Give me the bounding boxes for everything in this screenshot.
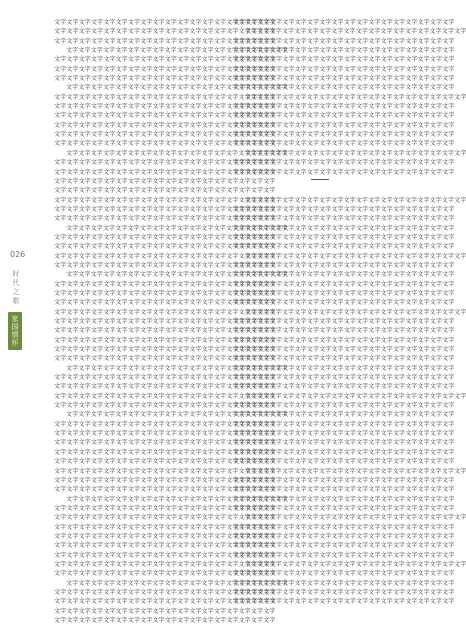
text-line: 文字文字文字文字文字文字文字文字文字文字文字文字文字文字文字文字文字文字 xyxy=(54,56,276,64)
text-line: 文字文字文字文字文字文字文字文字文字文字文字文字文字文字文字文字文字文字 xyxy=(233,439,455,447)
text-line: 文字文字文字文字文字文字文字文字文字文字文字文字文字文字文字文字文字文字 xyxy=(54,318,276,325)
text-line: 文字文字文字文字文字文字文字文字文字文字文字文字文字文字文字文字文字文字 xyxy=(54,346,276,354)
text-line: 文字文字文字文字文字文字文字文字文字文字文字文字文字文字文字文字文字文字 xyxy=(54,617,276,624)
text-line: 文字文字文字文字文字文字文字文字文字文字文字文字文字文字文字文字文字文字 xyxy=(233,327,455,335)
text-line: 文字文字文字文字文字文字文字文字文字文字文字文字文字文字文字文字文字文字 xyxy=(233,159,455,167)
text-line: 文字文字文字文字文字文字文字文字文字文字文字文字文字文字文字文字文字文字 xyxy=(233,261,455,269)
left-column xyxy=(54,18,288,625)
text-line: 文字文字文字文字文字文字文字文字文字文字文字文字文字文字文字文字文字文字 xyxy=(233,140,455,148)
text-line: 文字文字文字文字文字文字文字文字文字文字文字文字文字文字文字文字文字文字 xyxy=(233,84,455,92)
text-line: 文字文字文字文字文字文字文字文字文字文字文字文字文字文字文字文字文字文字 xyxy=(233,458,455,466)
text-line: 文字文字文字文字文字文字文字文字文字文字文字文字文字文字文字文字文字文字 xyxy=(233,243,455,251)
text-line: 文字文字文字文字文字文字文字文字文字文字文字文字文字文字文字文字文字文字 xyxy=(54,140,276,148)
text-line: 文字文字文字文字文字文字文字文字文字文字文字文字文字文字文字文字文字文字 xyxy=(245,28,466,36)
section-badge-text: 家国情怀 xyxy=(11,315,19,347)
text-line: 文字文字文字文字文字文字文字文字文字文字文字文字文字文字文字文字文字文字 xyxy=(233,37,455,45)
text-line: 文字文字文字文字文字文字文字文字文字文字文字文字文字文字文字文字文字文字 xyxy=(233,364,455,372)
text-line: 文字文字文字文字文字文字文字文字文字文字文字文字文字文字文字文字文字文字 xyxy=(54,327,276,335)
text-line: 文字文字文字文字文字文字文字文字文字文字文字文字文字文字文字文字文字文字 xyxy=(245,93,466,101)
text-line: 文字文字文字文字文字文字文字文字文字文字文字文字文字文字文字文字文字文字 xyxy=(245,196,466,204)
text-line: 文字文字文字文字文字文字文字文字文字文字文字文字文字文字文字文字文字文字 xyxy=(233,318,455,325)
text-line: 文字文字文字文字文字文字文字文字文字文字文字文字文字文字文字文字文字文字 xyxy=(54,159,276,167)
text-line: 文字文字文字文字文字文字文字文字文字文字文字文字文字文字文字文字文字文字 xyxy=(66,411,288,419)
text-line: 文字文字文字文字文字文字文字文字文字文字文字文字文字文字文字文字文字文字 xyxy=(54,458,276,466)
text-line: 文字文字文字文字文字文字文字文字文字文字文字文字文字文字文字文字文字文字 xyxy=(54,374,276,382)
section-label-vertical: 时代之歌 xyxy=(12,270,20,306)
text-line: 文字文字文字文字文字文字文字文字文字文字文字文字文字文字文字文字文字文字 xyxy=(66,579,288,587)
text-line: 文字文字文字文字文字文字文字文字文字文字文字文字文字文字文字文字文字文字 xyxy=(233,486,455,494)
text-line: 文字文字文字文字文字文字文字文字文字文字文字文字文字文字文字文字文字文字 xyxy=(233,131,455,139)
text-line: 文字文字文字文字文字文字文字文字文字文字文字文字文字文字文字文字文字文字 xyxy=(233,355,455,363)
text-line: 文字文字文字文字文字文字文字文字文字文字文字文字文字文字文字文字文字文字 xyxy=(233,570,455,578)
text-line: 文字文字文字文字文字文字文字文字文字文字文字文字文字文字文字文字文字文字 xyxy=(233,121,455,129)
text-line: 文字文字文字文字文字文字文字文字文字文字文字文字文字文字文字文字文字文字 xyxy=(54,19,276,26)
text-line: 文字文字文字文字文字文字文字文字文字文字文字文字文字文字文字文字文字文字 xyxy=(54,598,276,606)
text-line: 文字文字文字文字文字文字文字文字文字文字文字文字文字文字文字文字文字文字 xyxy=(66,149,288,157)
text-line: 文字文字文字文字文字文字文字文字文字文字文字文字文字文字文字文字文字文字 xyxy=(54,308,276,316)
text-line: 文字文字文字文字文字文字文字文字文字文字文字文字文字文字文字文字文字文字 xyxy=(54,103,276,111)
text-line: 文字文字文字文字文字文字文字文字文字文字文字文字文字文字文字文字文字文字 xyxy=(54,588,276,596)
text-line: 文字文字文字文字文字文字文字文字文字文字文字文字文字文字文字文字文字文字 xyxy=(54,560,276,568)
text-line: 文字文字文字文字文字文字文字文字文字文字文字文字文字文字文字文字文字文字 xyxy=(54,355,276,363)
text-line: 文字文字文字文字文字文字文字文字文字文字文字文字文字文字文字文字文字文字 xyxy=(54,112,276,120)
text-line: 文字文字文字文字文字文字文字文字文字文字文字文字文字文字文字文字文字文字 xyxy=(54,131,276,139)
text-line: 文字文字文字文字文字文字文字文字文字文字文字文字文字文字文字文字文字文字 xyxy=(245,392,466,400)
text-line: 文字文字文字文字文字文字文字文字文字文字文字文字文字文字文字文字文字文字 xyxy=(233,383,455,391)
text-line: 文字文字文字文字文字文字文字文字文字文字文字文字文字文字文字文字文字文字 xyxy=(233,504,455,512)
text-line: 文字文字文字文字文字文字文字文字文字文字文字文字文字文字文字文字文字文字 xyxy=(233,374,455,382)
text-line: 文字文字文字文字文字文字文字文字文字文字文字文字文字文字文字文字文字文字 xyxy=(233,47,455,55)
text-line: 文字文字文字文字文字文字文字文字文字文字文字文字文字文字文字文字文字文字 xyxy=(233,280,455,288)
text-line: 文字文字文字文字文字文字文字文字文字文字文字文字文字文字文字文字文字文字 xyxy=(233,430,455,438)
text-line: 文字文字文字文字文字文字文字文字文字文字文字文字文字文字文字文字文字文字 xyxy=(54,383,276,391)
text-line: 文字文字文字文字文字文字文字文字文字文字文字文字文字文字文字文字文字文字 xyxy=(245,467,466,475)
text-line: 文字文字文字文字文字文字文字文字文字文字文字文字文字文字文字文字文字文字 xyxy=(245,149,466,157)
text-line: 文字文字文字文字文字文字文字文字文字文字文字文字文字文字文字文字文字文字 xyxy=(54,439,276,447)
text-line: 文字文字文字文字文字文字文字文字文字文字文字文字文字文字文字文字文字文字 xyxy=(54,289,276,297)
text-line: 文字文字文字文字文字文字文字文字文字文字文字文字文字文字文字文字文字文字 xyxy=(233,420,455,428)
text-line: 文字文字文字文字文字文字文字文字文字文字文字文字文字文字文字文字文字文字 xyxy=(233,271,455,279)
text-line: 文字文字文字文字文字文字文字文字文字文字文字文字文字文字文字文字文字文字 xyxy=(54,75,276,83)
text-line: 文字文字文字文字文字文字文字文字文字文字文字文字文字文字文字文字文字文字 xyxy=(54,402,276,410)
text-line: 文字文字文字文字文字文字文字文字文字文字文字文字文字文字文字文字文字文字 xyxy=(233,224,455,232)
text-line: 文字文字文字文字文字文字文字文字文字文字文字文字文字文字文字文字文字文字 xyxy=(54,504,276,512)
text-line: 文字文字文字文字文字文字文字文字文字文字文字文字文字文字文字文字文字文字 xyxy=(54,37,276,45)
text-line: 文字文字文字文字文字文字文字文字文字文字文字文字文字文字文字文字文字文字 xyxy=(233,65,455,73)
text-line: 文字文字文字文字文字文字文字文字文字文字文字文字文字文字文字文字文字文字 xyxy=(233,112,455,120)
text-line: 文字文字文字文字文字文字文字文字文字文字文字文字文字文字文字文字文字文字 xyxy=(245,560,466,568)
text-line: 文字文字文字文字文字文字文字文字文字文字文字文字文字文字文字文字文字文字 xyxy=(233,215,455,223)
page-number: 026 xyxy=(10,250,26,259)
text-line: 文字文字文字文字文字文字文字文字文字文字文字文字文字文字文字文字文字文字 xyxy=(54,215,276,223)
text-line: 文字文字文字文字文字文字文字文字文字文字文字文字文字文字文字文字文字文字 xyxy=(54,420,276,428)
text-line: 文字文字文字文字文字文字文字文字文字文字文字文字文字文字文字文字文字文字 xyxy=(54,121,276,129)
text-line: 文字文字文字文字文字文字文字文字文字文字文字文字文字文字文字文字文字文字 xyxy=(54,261,276,269)
text-line: 文字文字文字文字文字文字文字文字文字文字文字文字文字文字文字文字文字文字 xyxy=(245,514,466,522)
text-line: 文字文字文字文字文字文字文字文字文字文字文字文字文字文字文字文字文字文字 xyxy=(54,205,276,213)
text-line: 文字文字文字文字文字文字文字文字文字文字文字文字文字文字文字文字文字文字 xyxy=(54,570,276,578)
text-line: 文字文字文字文字文字文字文字文字文字文字文字文字文字文字文字文字文字文字 xyxy=(54,280,276,288)
text-line: 文字文字文字文字文字文字文字文字文字文字文字文字文字文字文字文字文字文字 xyxy=(54,93,276,101)
section-badge xyxy=(8,312,22,350)
text-line: 文字文字文字文字文字文字文字文字文字文字文字文字文字文字文字文字文字文字 xyxy=(54,299,276,307)
text-line: 文字文字文字文字文字文字文字文字文字文字文字文字文字文字文字文字文字文字 xyxy=(233,495,455,503)
text-line: 文字文字文字文字文字文字文字文字文字文字文字文字文字文字文字文字文字文字 xyxy=(233,523,455,531)
text-line: 文字文字文字文字文字文字文字文字文字文字文字文字文字文字文字文字文字文字 xyxy=(66,84,288,92)
text-line: 文字文字文字文字文字文字文字文字文字文字文字文字文字文字文字文字文字文字 xyxy=(233,168,455,176)
text-line: 文字文字文字文字文字文字文字文字文字文字文字文字文字文字文字文字文字文字 xyxy=(54,177,276,185)
text-line: 文字文字文字文字文字文字文字文字文字文字文字文字文字文字文字文字文字文字 xyxy=(54,336,276,344)
text-line: 文字文字文字文字文字文字文字文字文字文字文字文字文字文字文字文字文字文字 xyxy=(54,187,276,195)
text-line: 文字文字文字文字文字文字文字文字文字文字文字文字文字文字文字文字文字文字 xyxy=(233,551,455,559)
text-line: 文字文字文字文字文字文字文字文字文字文字文字文字文字文字文字文字文字文字 xyxy=(54,532,276,540)
text-line: 文字文字文字文字文字文字文字文字文字文字文字文字文字文字文字文字文字文字 xyxy=(233,205,455,213)
text-line: 文字文字文字文字文字文字文字文字文字文字文字文字文字文字文字文字文字文字 xyxy=(66,224,288,232)
right-column xyxy=(233,18,466,607)
text-line: 文字文字文字文字文字文字文字文字文字文字文字文字文字文字文字文字文字文字 xyxy=(54,476,276,484)
text-line: 文字文字文字文字文字文字文字文字文字文字文字文字文字文字文字文字文字文字 xyxy=(66,364,288,372)
text-line: 文字文字文字文字文字文字文字文字文字文字文字文字文字文字文字文字文字文字 xyxy=(66,47,288,55)
text-line: 文字文字文字文字文字文字文字文字文字文字文字文字文字文字文字文字文字文字 xyxy=(66,495,288,503)
text-line: 文字文字文字文字文字文字文字文字文字文字文字文字文字文字文字文字文字文字 xyxy=(233,346,455,354)
text-line: 文字文字文字文字文字文字文字文字文字文字文字文字文字文字文字文字文字文字 xyxy=(233,402,455,410)
text-line: 文字文字文字文字文字文字文字文字文字文字文字文字文字文字文字文字文字文字 xyxy=(233,103,455,111)
text-line: 文字文字文字文字文字文字文字文字文字文字文字文字文字文字文字文字文字文字 xyxy=(54,392,276,400)
text-line: 文字文字文字文字文字文字文字文字文字文字文字文字文字文字文字文字文字文字 xyxy=(245,252,466,260)
text-line: 文字文字文字文字文字文字文字文字文字文字文字文字文字文字文字文字文字文字 xyxy=(233,588,455,596)
text-line: 文字文字文字文字文字文字文字文字文字文字文字文字文字文字文字文字文字文字 xyxy=(233,289,455,297)
text-line: 文字文字文字文字文字文字文字文字文字文字文字文字文字文字文字文字文字文字 xyxy=(54,448,276,456)
text-line: 文字文字文字文字文字文字文字文字文字文字文字文字文字文字文字文字文字文字 xyxy=(233,579,455,587)
text-line: 文字文字文字文字文字文字文字文字文字文字文字文字文字文字文字文字文字文字 xyxy=(233,19,455,26)
text-line: 文字文字文字文字文字文字文字文字文字文字文字文字文字文字文字文字文字文字 xyxy=(54,523,276,531)
text-line: 文字文字文字文字文字文字文字文字文字文字文字文字文字文字文字文字文字文字 xyxy=(54,467,276,475)
text-line: 文字文字文字文字文字文字文字文字文字文字文字文字文字文字文字文字文字文字 xyxy=(54,430,276,438)
text-line: 文字文字文字文字文字文字文字文字文字文字文字文字文字文字文字文字文字文字 xyxy=(233,56,455,64)
text-line: 文字文字文字文字文字文字文字文字文字文字文字文字文字文字文字文字文字文字 xyxy=(233,411,455,419)
text-line: 文字文字文字文字文字文字文字文字文字文字文字文字文字文字文字文字文字文字 xyxy=(54,607,276,615)
text-line: 文字文字文字文字文字文字文字文字文字文字文字文字文字文字文字文字文字文字 xyxy=(233,233,455,241)
text-line: 文字文字文字文字文字文字文字文字文字文字文字文字文字文字文字文字文字文字 xyxy=(66,271,288,279)
text-line: 文字文字文字文字文字文字文字文字文字文字文字文字文字文字文字文字文字文字 xyxy=(245,308,466,316)
text-line: 文字文字文字文字文字文字文字文字文字文字文字文字文字文字文字文字文字文字 xyxy=(54,252,276,260)
text-line: 文字文字文字文字文字文字文字文字文字文字文字文字文字文字文字文字文字文字 xyxy=(54,542,276,550)
text-line: 文字文字文字文字文字文字文字文字文字文字文字文字文字文字文字文字文字文字 xyxy=(233,75,455,83)
text-line: 文字文字文字文字文字文字文字文字文字文字文字文字文字文字文字文字文字文字 xyxy=(233,448,455,456)
text-line: 文字文字文字文字文字文字文字文字文字文字文字文字文字文字文字文字文字文字 xyxy=(233,532,455,540)
text-line: 文字文字文字文字文字文字文字文字文字文字文字文字文字文字文字文字文字文字 xyxy=(233,598,455,606)
text-line: 文字文字文字文字文字文字文字文字文字文字文字文字文字文字文字文字文字文字 xyxy=(233,476,455,484)
section-divider xyxy=(311,179,329,180)
text-line: 文字文字文字文字文字文字文字文字文字文字文字文字文字文字文字文字文字文字 xyxy=(54,65,276,73)
text-line: 文字文字文字文字文字文字文字文字文字文字文字文字文字文字文字文字文字文字 xyxy=(233,336,455,344)
text-line: 文字文字文字文字文字文字文字文字文字文字文字文字文字文字文字文字文字文字 xyxy=(233,299,455,307)
text-line: 文字文字文字文字文字文字文字文字文字文字文字文字文字文字文字文字文字文字 xyxy=(54,196,276,204)
text-line: 文字文字文字文字文字文字文字文字文字文字文字文字文字文字文字文字文字文字 xyxy=(54,233,276,241)
text-line: 文字文字文字文字文字文字文字文字文字文字文字文字文字文字文字文字文字文字 xyxy=(233,542,455,550)
text-line: 文字文字文字文字文字文字文字文字文字文字文字文字文字文字文字文字文字文字 xyxy=(54,551,276,559)
text-line: 文字文字文字文字文字文字文字文字文字文字文字文字文字文字文字文字文字文字 xyxy=(54,514,276,522)
text-line: 文字文字文字文字文字文字文字文字文字文字文字文字文字文字文字文字文字文字 xyxy=(54,243,276,251)
text-line: 文字文字文字文字文字文字文字文字文字文字文字文字文字文字文字文字文字文字 xyxy=(54,28,276,36)
text-line: 文字文字文字文字文字文字文字文字文字文字文字文字文字文字文字文字文字文字 xyxy=(54,486,276,494)
paragraph-gap xyxy=(233,186,409,195)
text-line: 文字文字文字文字文字文字文字文字文字文字文字文字文字文字文字文字文字文字 xyxy=(54,168,276,176)
